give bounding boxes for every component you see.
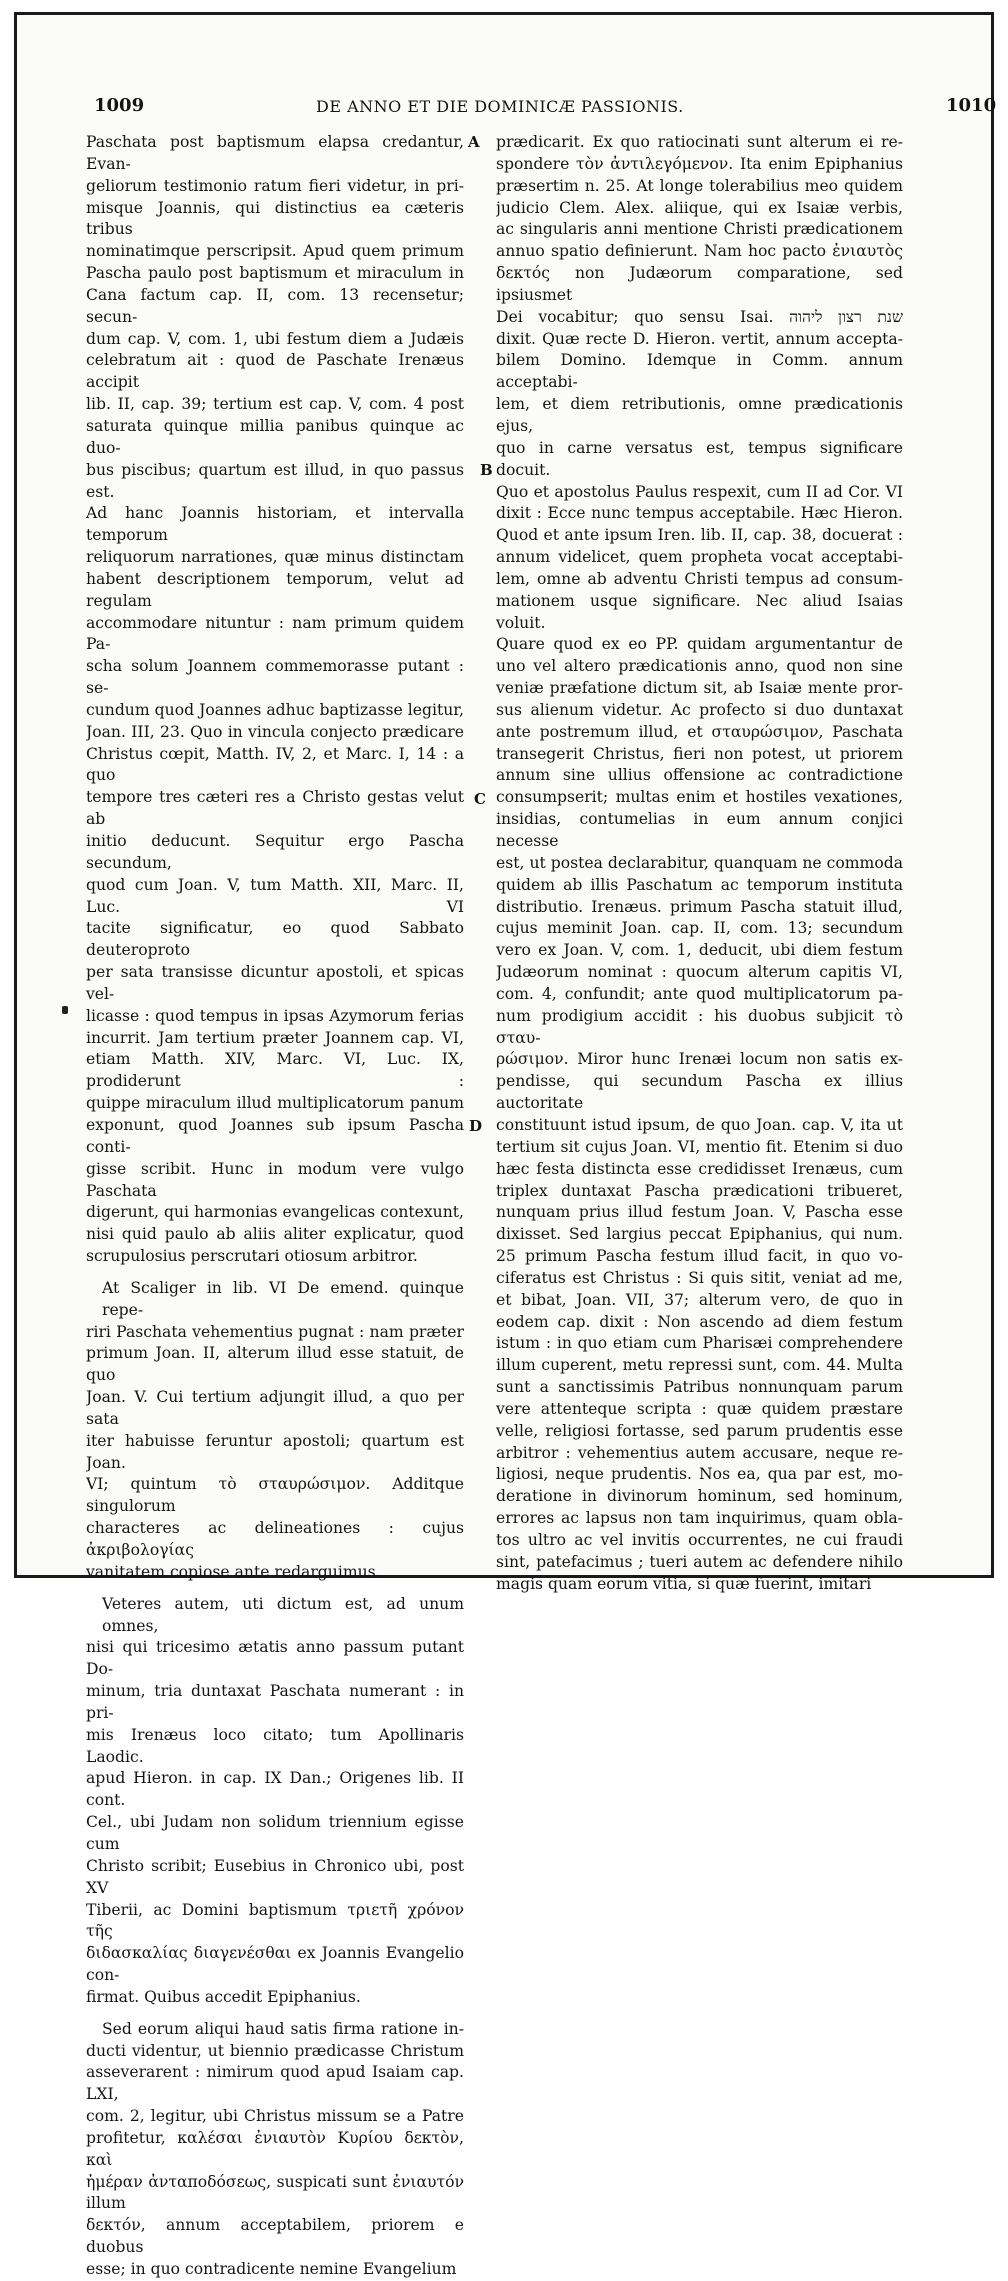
text-line: insidias, contumelias in eum annum conjici necesse bbox=[496, 810, 903, 850]
text-line: vere attenteque scripta : quæ quidem præstare bbox=[496, 1399, 903, 1418]
text-line: 25 primum Pascha festum illud facit, in quo vo- bbox=[496, 1247, 903, 1266]
paragraph-gap bbox=[86, 1268, 464, 1278]
margin-marker-a: A bbox=[468, 133, 480, 151]
text-line: Dei vocabitur; quo sensu Isai. שנת רצון ליהוה bbox=[496, 307, 903, 326]
text-line: δεκτός non Judæorum comparatione, sed ipsiusmet bbox=[496, 264, 903, 304]
text-line: annuo spatio definierunt. Nam hoc pacto ἐνιαυτὸς bbox=[496, 242, 903, 261]
text-line: δεκτόν, annum acceptabilem, priorem e duobus bbox=[86, 2216, 464, 2257]
text-line: quo in carne versatus est, tempus significare docuit. bbox=[496, 438, 903, 479]
text-line: per sata transisse dicuntur apostoli, et spicas vel- bbox=[86, 963, 464, 1003]
text-line: celebratum ait : quod de Paschate Irenæus accipit bbox=[86, 351, 464, 392]
text-line: arbitror : vehementius autem accusare, neque re- bbox=[496, 1443, 903, 1462]
text-line: quidem ab illis Paschatum ac temporum instituta bbox=[496, 875, 903, 894]
text-line: licasse : quod tempus in ipsas Azymorum ferias bbox=[86, 1006, 464, 1025]
page-header bbox=[0, 95, 1008, 119]
page-number-left: 1009 bbox=[94, 95, 145, 116]
text-line: mationem usque significare. Nec aliud Isaias voluit. bbox=[496, 591, 903, 632]
text-line: vanitatem copiose ante redarguimus. bbox=[86, 1562, 381, 1581]
text-line: geliorum testimonio ratum fieri videtur, in pri- bbox=[86, 176, 464, 195]
text-line: uno vel altero prædicationis anno, quod non sine bbox=[496, 657, 903, 676]
text-line: habent descriptionem temporum, velut ad regulam bbox=[86, 569, 464, 610]
paragraph-gap bbox=[86, 2009, 464, 2019]
text-line: apud Hieron. in cap. IX Dan.; Origenes lib. II cont. bbox=[86, 1769, 464, 1810]
text-line: prædicarit. Ex quo ratiocinati sunt alterum ei re- bbox=[496, 133, 903, 151]
text-line: lib. II, cap. 39; tertium est cap. V, com. 4 post bbox=[86, 395, 464, 414]
text-line: nisi qui tricesimo ætatis anno passum putant Do- bbox=[86, 1638, 464, 1679]
text-line: lem, omne ab adventu Christi tempus ad consum- bbox=[496, 569, 903, 588]
text-line: reliquorum narrationes, quæ minus distinctam bbox=[86, 548, 464, 567]
text-line: pendisse, qui secundum Pascha ex illius auctoritate bbox=[496, 1072, 903, 1113]
text-line: Christus cœpit, Matth. IV, 2, et Marc. I, 14 : a quo bbox=[86, 744, 464, 785]
text-line: Cel., ubi Judam non solidum triennium egisse cum bbox=[86, 1813, 464, 1853]
text-line: esse; in quo contradicente nemine Evangelium bbox=[86, 2260, 457, 2278]
text-line: quippe miraculum illud multiplicatorum panum bbox=[86, 1094, 464, 1113]
text-line: magis quam eorum vitia, si quæ fuerint, imitari bbox=[496, 1574, 872, 1593]
text-line: cundum quod Joannes adhuc baptizasse legitur, bbox=[86, 700, 464, 719]
text-line: distributio. Irenæus. primum Pascha statuit illud, bbox=[496, 897, 903, 916]
text-line: gisse scribit. Hunc in modum vere vulgo Paschata bbox=[86, 1159, 464, 1200]
text-line: incurrit. Jam tertium præter Joannem cap. VI, bbox=[86, 1028, 464, 1047]
text-line: dixisset. Sed largius peccat Epiphanius, qui num. bbox=[496, 1225, 903, 1244]
text-line: nominatimque perscripsit. Apud quem primum bbox=[86, 242, 464, 261]
text-line: saturata quinque millia panibus quinque ac duo- bbox=[86, 416, 464, 457]
text-line: iter habuisse feruntur apostoli; quartum est Joan. bbox=[86, 1431, 464, 1472]
text-line: ἡμέραν ἀνταποδόσεως, suspicati sunt ἐνιαυτόν illum bbox=[86, 2172, 464, 2213]
text-line: ac singularis anni mentione Christi prædicationem bbox=[496, 220, 903, 239]
text-line: Quare quod ex eo PP. quidam argumentantur de bbox=[496, 635, 903, 654]
text-line: Pascha paulo post baptismum et miraculum in bbox=[86, 264, 464, 283]
text-line: nisi quid paulo ab aliis aliter explicatur, quod bbox=[86, 1225, 464, 1244]
text-line: tempore tres cæteri res a Christo gestas velut ab bbox=[86, 788, 464, 829]
text-line: At Scaliger in lib. VI De emend. quinque repe- bbox=[102, 1278, 464, 1319]
text-line: sus alienum videtur. Ac profecto si duo duntaxat bbox=[496, 700, 903, 719]
text-line: præsertim n. 25. At longe tolerabilius meo quidem bbox=[496, 176, 903, 195]
text-line: minum, tria duntaxat Paschata numerant : in pri- bbox=[86, 1682, 464, 1722]
text-line: num prodigium accidit : his duobus subjicit τὸ σταυ- bbox=[496, 1006, 903, 1047]
text-line: ρώσιμον. Miror hunc Irenæi locum non satis ex- bbox=[496, 1050, 903, 1069]
text-line: nunquam prius illud festum Joan. V, Pascha esse bbox=[496, 1203, 903, 1222]
text-line: exponunt, quod Joannes sub ipsum Pascha conti- bbox=[86, 1115, 464, 1156]
text-line: primum Joan. II, alterum illud esse statuit, de quo bbox=[86, 1344, 464, 1385]
text-line: vero ex Joan. V, com. 1, deducit, ubi diem festum bbox=[496, 941, 903, 960]
running-title: DE ANNO ET DIE DOMINICÆ PASSIONIS. bbox=[316, 97, 684, 116]
text-line: et bibat, Joan. VII, 37; alterum vero, de quo in bbox=[496, 1290, 903, 1309]
left-column bbox=[86, 132, 464, 2281]
text-line: scrupulosius perscrutari otiosum arbitror. bbox=[86, 1247, 418, 1266]
text-line: Judæorum nominat : quocum alterum capitis VI, bbox=[496, 963, 903, 982]
paragraph-gap bbox=[86, 1584, 464, 1594]
text-line: sunt a sanctissimis Patribus nonnunquam parum bbox=[496, 1378, 903, 1397]
text-line: Sed eorum aliqui haud satis firma ratione in- bbox=[102, 2019, 464, 2038]
text-line: transegerit Christus, fieri non potest, ut priorem bbox=[496, 744, 903, 763]
text-line: scha solum Joannem commemorasse putant : se- bbox=[86, 657, 464, 698]
text-line: tertium sit cujus Joan. VI, mentio fit. Etenim si duo bbox=[496, 1137, 903, 1156]
text-line: judicio Clem. Alex. aliique, qui ex Isaiæ verbis, bbox=[496, 198, 903, 217]
margin-marker-d: D bbox=[469, 1117, 483, 1135]
text-line: lem, et diem retributionis, omne prædicationis ejus, bbox=[496, 395, 903, 435]
text-line: Paschata post baptismum elapsa credantur, Evan- bbox=[86, 133, 464, 173]
text-line: tacite significatur, eo quod Sabbato deuteroproto bbox=[86, 919, 464, 960]
text-line: Quod et ante ipsum Iren. lib. II, cap. 38, docuerat : bbox=[496, 526, 903, 545]
text-line: bus piscibus; quartum est illud, in quo passus est. bbox=[86, 460, 464, 501]
text-line: errores ac lapsus non tam inquirimus, quam obla- bbox=[496, 1509, 903, 1528]
text-line: dixit. Quæ recte D. Hieron. vertit, annum accepta- bbox=[496, 329, 903, 348]
margin-marker-b: B bbox=[480, 461, 493, 479]
text-line: deratione in divinorum hominum, sed hominum, bbox=[496, 1487, 903, 1506]
text-line: ligiosi, neque prudentis. Nos ea, qua par est, mo- bbox=[496, 1465, 903, 1484]
text-line: etiam Matth. XIV, Marc. VI, Luc. IX, prodiderunt : bbox=[86, 1050, 464, 1091]
text-line: dixit : Ecce nunc tempus acceptabile. Hæc Hieron. bbox=[496, 504, 903, 523]
text-line: cujus meminit Joan. cap. II, com. 13; secundum bbox=[496, 919, 903, 938]
text-line: velle, religiosi fortasse, sed parum prudentis esse bbox=[496, 1421, 903, 1440]
text-line: Veteres autem, uti dictum est, ad unum omnes, bbox=[102, 1594, 464, 1635]
right-column bbox=[496, 132, 903, 1596]
text-line: com. 2, legitur, ubi Christus missum se a Patre bbox=[86, 2107, 464, 2126]
page-number-right: 1010 bbox=[946, 95, 997, 116]
text-line: bilem Domino. Idemque in Comm. annum acceptabi- bbox=[496, 351, 903, 392]
text-line: triplex duntaxat Pascha prædicationi tribueret, bbox=[496, 1181, 903, 1200]
text-line: Ad hanc Joannis historiam, et intervalla temporum bbox=[86, 504, 464, 545]
text-line: est, ut postea declarabitur, quanquam ne commoda bbox=[496, 853, 903, 872]
text-line: accommodare nituntur : nam primum quidem Pa- bbox=[86, 613, 464, 654]
text-line: διδασκαλίας διαγενέσθαι ex Joannis Evangelio con- bbox=[86, 1944, 464, 1985]
text-line: firmat. Quibus accedit Epiphanius. bbox=[86, 1987, 361, 2006]
text-line: mis Irenæus loco citato; tum Apollinaris Laodic. bbox=[86, 1725, 464, 1766]
text-line: quod cum Joan. V, tum Matth. XII, Marc. II, Luc. VI bbox=[86, 875, 464, 916]
text-line: misque Joannis, qui distinctius ea cæteris tribus bbox=[86, 198, 464, 239]
text-line: hæc festa distincta esse credidisset Irenæus, cum bbox=[496, 1159, 903, 1178]
text-line: ante postremum illud, et σταυρώσιμον, Paschata bbox=[496, 722, 903, 741]
text-line: veniæ præfatione dictum sit, ab Isaiæ mente pror- bbox=[496, 679, 903, 698]
text-line: Christo scribit; Eusebius in Chronico ubi, post XV bbox=[86, 1856, 464, 1897]
text-line: digerunt, qui harmonias evangelicas contexunt, bbox=[86, 1203, 464, 1222]
text-line: annum videlicet, quem propheta vocat acceptabi- bbox=[496, 548, 903, 567]
text-line: Tiberii, ac Domini baptismum τριετῆ χρόνον τῆς bbox=[86, 1900, 464, 1941]
text-line: istum : in quo etiam cum Pharisæi comprehendere bbox=[496, 1334, 903, 1353]
text-line: constituunt istud ipsum, de quo Joan. cap. V, ita ut bbox=[496, 1115, 903, 1134]
text-line: ciferatus est Christus : Si quis sitit, veniat ad me, bbox=[496, 1268, 903, 1287]
text-line: dum cap. V, com. 1, ubi festum diem a Judæis bbox=[86, 329, 464, 348]
text-line: com. 4, confundit; ante quod multiplicatorum pa- bbox=[496, 984, 903, 1003]
text-line: Joan. V. Cui tertium adjungit illud, a quo per sata bbox=[86, 1388, 464, 1428]
text-line: spondere τὸν ἀντιλεγόμενον. Ita enim Epiphanius bbox=[496, 154, 903, 173]
text-line: Cana factum cap. II, com. 13 recensetur; secun- bbox=[86, 285, 464, 326]
text-line: illum cuperent, metu repressi sunt, com. 44. Multa bbox=[496, 1356, 903, 1375]
text-line: ducti videntur, ut biennio prædicasse Christum bbox=[86, 2041, 464, 2060]
text-line: Joan. III, 23. Quo in vincula conjecto prædicare bbox=[86, 722, 464, 741]
text-line: VI; quintum τὸ σταυρώσιμον. Additque singulorum bbox=[86, 1475, 464, 1516]
text-line: eodem cap. dixit : Non ascendo ad diem festum bbox=[496, 1312, 903, 1331]
text-line: Quo et apostolus Paulus respexit, cum II ad Cor. VI bbox=[496, 482, 903, 501]
text-line: consumpserit; multas enim et hostiles vexationes, bbox=[496, 788, 903, 807]
text-line: characteres ac delineationes : cujus ἀκριβολογίας bbox=[86, 1519, 464, 1559]
text-line: riri Paschata vehementius pugnat : nam præter bbox=[86, 1322, 464, 1341]
margin-marker-c: C bbox=[474, 790, 486, 808]
text-line: annum sine ullius offensione ac contradictione bbox=[496, 766, 903, 785]
text-line: profitetur, καλέσαι ἐνιαυτὸν Κυρίου δεκτὸν, καὶ bbox=[86, 2128, 464, 2169]
text-line: initio deducunt. Sequitur ergo Pascha secundum, bbox=[86, 832, 464, 872]
text-line: asseverarent : nimirum quod apud Isaiam cap. LXI, bbox=[86, 2063, 464, 2104]
ink-mark bbox=[62, 1006, 68, 1014]
text-line: sint, patefacimus ; tueri autem ac defendere nihilo bbox=[496, 1552, 903, 1571]
text-line: tos ultro ac vel invitis occurrentes, ne cui fraudi bbox=[496, 1531, 903, 1549]
